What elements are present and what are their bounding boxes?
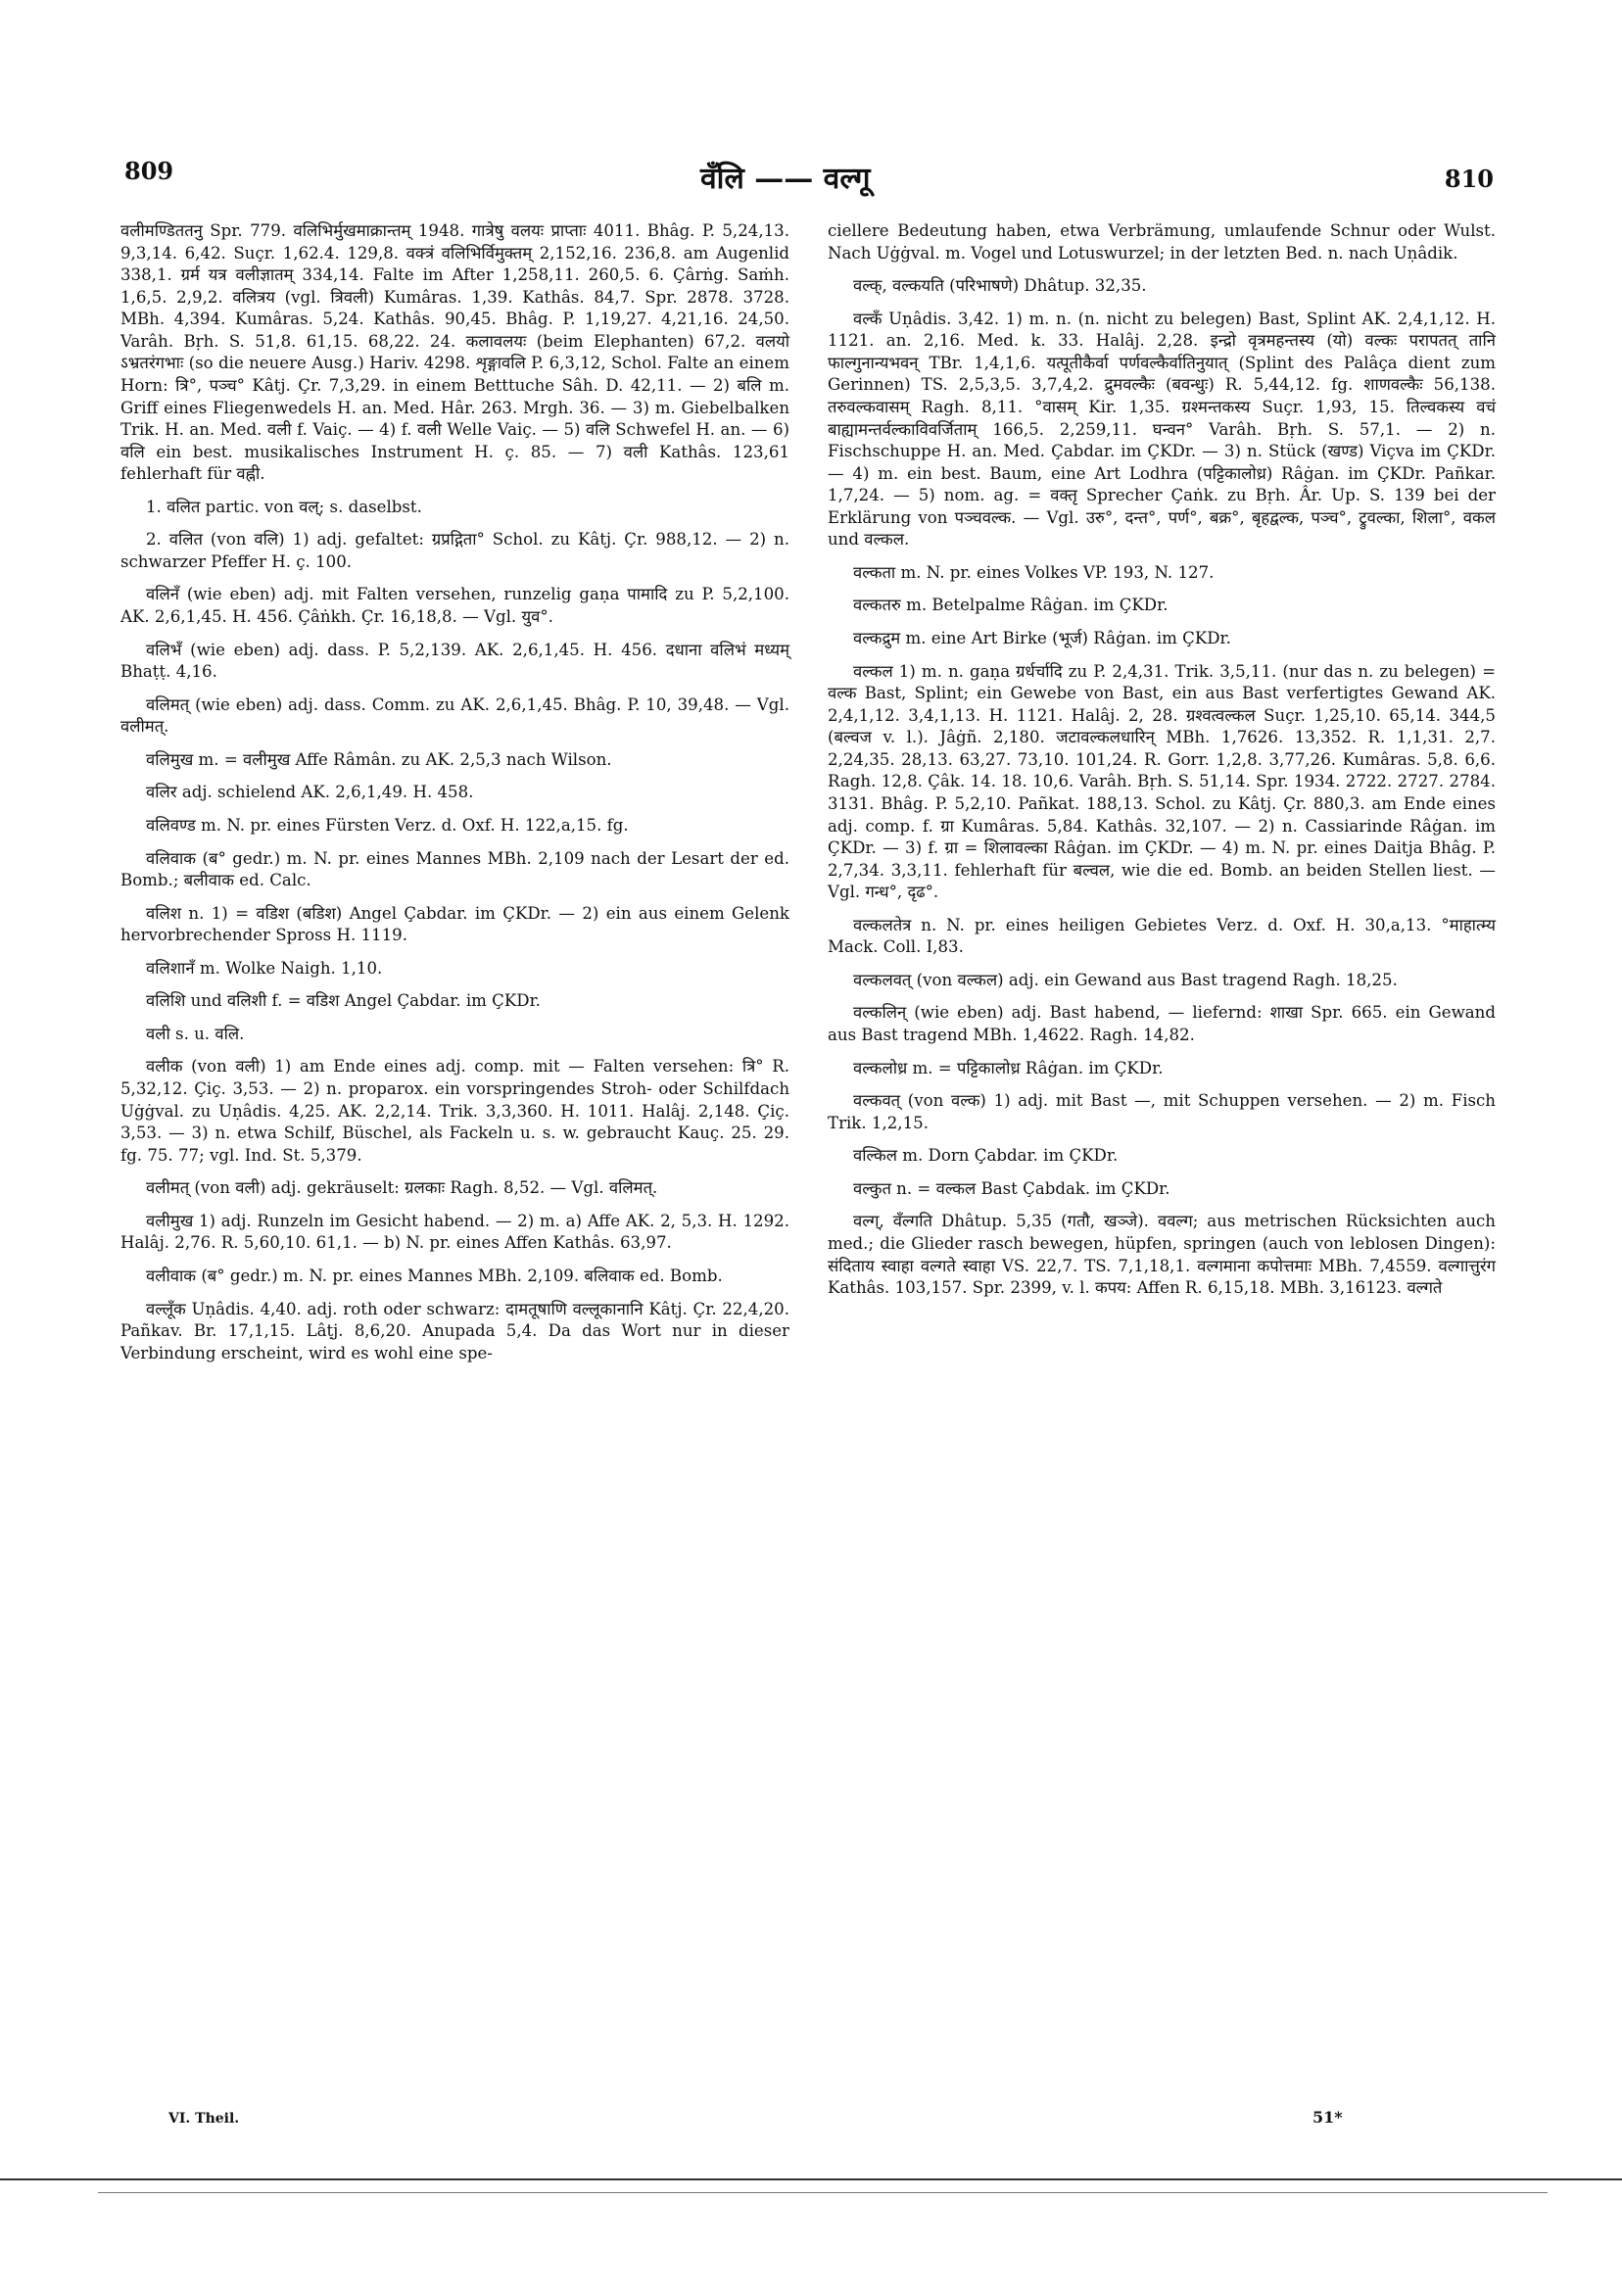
running-head: वँलि —— वल्गू [700,162,871,196]
entry: वलीमण्डिततनु Spr. 779. वलिभिर्मुखमाक्रान्तम् 1948. गात्रेषु वलयः प्राप्ताः 4011. Bhâg. P. 5,24,13. 9,3,14. 6,42. Suçr. 1,62.4. 129,8. वक्त्रं वलिभिर्विमुक्तम् 2,152,16. 236,8. am Augenlid 338,1. ग्रर्म यत्र वलीज्ञातम् 334,14. Falte im After 1,258,11. 260,5. 6. Çârṅg. Saṁh. 1,6,5. 2,9,2. वलित्रय (vgl. त्रिवली) Kumâras. 1,39. Kathâs. 84,7. Spr. 2878. 3728. MBh. 4,394. Kumâras. 5,24. Kathâs. 90,45. Bhâg. P. 1,19,27. 4,21,16. 24,50. Varâh. Bṛh. S. 51,8. 61,15. 68,22. 24. कलावलयः (beim Elephanten) 67,2. वलयो ऽभ्रतरंगभाः (so die neuere Ausg.) Hariv. 4298. शृङ्गावलि P. 6,3,12, Schol. Falte an einem Horn: त्रि°, पञ्च° Kâtj. Çr. 7,3,29. in einem Betttuche Sâh. D. 42,11. — 2) बलि m. Griff eines Fliegenwedels H. an. Med. Hâr. 263. Mrgh. 36. — 3) m. Giebelbalken Trik. H. an. Med. वली f. Vaiç. — 4) f. वली Welle Vaiç. — 5) वलि Schwefel H. an. — 6) वलि ein best. musikalisches Instrument H. ç. 85. — 7) वली Kathâs. 123,61 fehlerhaft für वह्नी. [120,221,789,484]
entry: वलिमुख m. = वलीमुख Affe Râmân. zu AK. 2,5,3 nach Wilson. [146,749,612,769]
entry: वलिवाक (ब° gedr.) m. N. pr. eines Mannes MBh. 2,109 nach der Lesart der ed. Bomb.; बलीवाक ed. Calc. [120,848,789,890]
entry: 2. वलित (von वलि) 1) adj. gefaltet: ग्रप्रद्गिता° Schol. zu Kâtj. Çr. 988,12. — 2) n. schwarzer Pfeffer H. ç. 100. [120,530,789,571]
entry: वल्कल 1) m. n. gaṇa ग्रर्धर्चादि zu P. 2,4,31. Trik. 3,5,11. (nur das n. zu belegen) = वल्क Bast, Splint; ein Gewebe von Bast, ein aus Bast verfertigtes Gewand AK. 2,4,1,12. 3,4,1,13. H. 1121. Halâj. 2, 28. ग्रश्वत्वल्कल Suçr. 1,25,10. 65,14. 344,5 (बल्वज v. l.). Jâġñ. 2,180. जटावल्कलधारिन् MBh. 1,7626. 13,352. R. 1,1,31. 2,7. 2,24,35. 28,13. 63,27. 73,10. 101,24. R. Gorr. 1,2,8. 3,77,26. Kumâras. 5,8. 6,6. Ragh. 12,8. Çâk. 14. 18. 10,6. Varâh. Bṛh. S. 51,14. Spr. 1934. 2722. 2727. 2784. 3131. Bhâg. P. 5,2,10. Pañkat. 188,13. Schol. zu Kâtj. Çr. 880,3. am Ende eines adj. comp. f. ग्रा Kumâras. 5,84. Kathâs. 32,107. — 2) n. Cassiarinde Râġan. im ÇKDr. — 3) f. ग्रा = शिलावल्का Râġan. im ÇKDr. — 4) m. N. pr. eines Daitja Bhâg. P. 2,7,34. 3,3,11. fehlerhaft für बल्वल, wie die ed. Bomb. an beiden Stellen liest. — Vgl. गन्ध°, दृढ°. [828,661,1496,902]
entry: वल्कँ Uṇâdis. 3,42. 1) m. n. (n. nicht zu belegen) Bast, Splint AK. 2,4,1,12. H. 1121. an. 2,16. Med. k. 33. Halâj. 2,28. इन्द्रो वृत्रमहन्तस्य (यो) वल्कः परापतत् तानि फाल्गुनान्यभवन् TBr. 1,4,1,6. यत्पूतीकैर्वा पर्णवल्कैर्वातिनुयात् (Splint des Palâça dient zum Gerinnen) TS. 2,5,3,5. 3,7,4,2. द्रुमवल्कैः (बवन्धुः) R. 5,44,12. fg. शाणवल्कैः 56,138. तरुवल्कवासम् Ragh. 8,11. °वासम् Kir. 1,35. ग्रश्मन्तकस्य Suçr. 1,93, 15. तिल्वकस्य वचं बाह्यामन्तर्वल्काविवर्जिताम् 166,5. 2,259,11. घन्वन° Varâh. Bṛh. S. 57,1. — 2) n. Fischschuppe H. an. Med. Çabdar. im ÇKDr. — 3) n. Stück (खण्ड) Viçva im ÇKDr. — 4) m. ein best. Baum, eine Art Lodhra (पट्टिकालोध्र) Râġan. im ÇKDr. Pañkar. 1,7,24. — 5) nom. ag. = वक्तृ Sprecher Çaṅk. zu Bṛh. Âr. Up. S. 139 bei der Erklärung von पञ्चवल्क. — Vgl. उरु°, दन्त°, पर्ण°, बक्र°, बृहद्वल्क, पञ्च°, ट्रुवल्का, शिला°, वकल und वल्कल. [828,309,1496,550]
entry: वल्कतरु m. Betelpalme Râġan. im ÇKDr. [853,596,1169,615]
entry: वल्लूँक Uṇâdis. 4,40. adj. roth oder schwarz: दामतूषाणि वल्लूकानानि Kâtj. Çr. 22,4,20. Pañkav. Br. 17,1,15. Lâṭj. 8,6,20. Anupada 5,4. Da das Wort nur in dieser Verbindung erscheint, wird es wohl eine spe- [120,1299,789,1363]
entry: वल्ग्, वँल्गति Dhâtup. 5,35 (गतौ, खञ्जे). ववल्ग; aus metrischen Rücksichten auch med.; die Glieder rasch bewegen, hüpfen, springen (auch von leblosen Dingen): संदिताय स्वाहा वल्गते स्वाहा VS. 22,7. TS. 7,1,18,1. वल्गमाना कपोत्तमाः MBh. 7,4559. वल्गात्तुरंग Kathâs. 103,157. Spr. 2399, v. l. कपय: Affen R. 6,15,18. MBh. 3,16123. वल्गते [828,1212,1496,1298]
entry: 1. वलित partic. von वल्; s. daselbst. [146,497,422,516]
entry: वलीमुख 1) adj. Runzeln im Gesicht habend. — 2) m. a) Affe AK. 2, 5,3. H. 1292. Halâj. 2,76. R. 5,60,10. 61,1. — b) N. pr. eines Affen Kathâs. 63,97. [120,1211,789,1253]
entry: वलिनँ (wie eben) adj. mit Falten versehen, runzelig gaṇa पामादि zu P. 5,2,100. AK. 2,6,1,45. H. 456. Çâṅkh. Çr. 16,18,8. — Vgl. युव°. [120,585,789,626]
entry: वलीमत् (von वली) adj. gekräuselt: ग्रलकाः Ragh. 8,52. — Vgl. वलिमत्. [146,1178,658,1198]
entry: वल्कता m. N. pr. eines Volkes VP. 193, N. 127. [853,562,1215,582]
volume-label: VI. Theil. [168,2111,240,2127]
page-number-left: 809 [124,157,174,185]
entry: वलिवण्ड m. N. pr. eines Fürsten Verz. d. Oxf. H. 122,a,15. fg. [146,815,629,835]
entry: वलिशि und वलिशी f. = वडिश Angel Çabdar. im ÇKDr. [146,991,541,1011]
signature-mark: 51* [1312,2108,1343,2127]
bottom-rule-secondary [98,2192,1548,2193]
entry: वल्कलोध्र m. = पट्टिकालोध्र Râġan. im ÇKDr. [853,1058,1164,1077]
entry: वल्कलवत् (von वल्कल) adj. ein Gewand aus Bast tragend Ragh. 18,25. [853,970,1398,989]
entry: वलिमत् (wie eben) adj. dass. Comm. zu AK. 2,6,1,45. Bhâg. P. 10, 39,48. — Vgl. वलीमत्. [120,694,789,737]
bottom-rule [0,2178,1622,2180]
page-number-right: 810 [1444,165,1494,193]
entry: वली s. u. वलि. [146,1024,245,1043]
entry: वलिशानँ m. Wolke Naigh. 1,10. [146,958,383,978]
entry: वल्कद्रुम m. eine Art Birke (भूर्ज) Râġan. im ÇKDr. [853,629,1231,647]
entry: वल्कवत् (von वल्क) 1) adj. mit Bast —, mit Schuppen versehen. — 2) m. Fisch Trik. 1,2,15. [828,1091,1496,1132]
right-column [828,220,1496,1311]
entry: वलीवाक (ब° gedr.) m. N. pr. eines Mannes MBh. 2,109. बलिवाक ed. Bomb. [146,1266,723,1285]
entry: वलिश n. 1) = वडिश (बडिश) Angel Çabdar. im ÇKDr. — 2) ein aus einem Gelenk hervorbrechender Spross H. 1119. [120,903,789,945]
entry: वलिभँ (wie eben) adj. dass. P. 5,2,139. AK. 2,6,1,45. H. 456. दधाना वलिभं मध्यम् Bhaṭṭ. 4,16. [120,640,789,682]
entry: वलीक (von वली) 1) am Ende eines adj. comp. mit — Falten versehen: त्रि° R. 5,32,12. Çiç. 3,53. — 2) n. proparox. ein vorspringendes Stroh- oder Schilfdach Uġġval. zu Uṇâdis. 4,25. AK. 2,2,14. Trik. 3,3,360. H. 1011. Halâj. 2,148. Çiç. 3,53. — 3) n. etwa Schilf, Büschel, als Fackeln u. s. w. gebraucht Kauç. 25. 29. fg. 75. 77; vgl. Ind. St. 5,379. [120,1057,789,1165]
entry: वलिर adj. schielend AK. 2,6,1,49. H. 458. [146,783,474,802]
entry: ciellere Bedeutung haben, etwa Verbrämung, umlaufende Schnur oder Wulst. Nach Uġġval. m. Vogel und Lotuswurzel; in der letzten Bed. n. nach Uṇâdik. [828,221,1496,263]
entry: वल्कलतेत्र n. N. pr. eines heiligen Gebietes Verz. d. Oxf. H. 30,a,13. °माहात्म्य Mack. Coll. I,83. [828,915,1496,957]
entry: वल्किल m. Dorn Çabdar. im ÇKDr. [853,1146,1119,1166]
page-header [122,157,1494,206]
entry: वल्कुत n. = वल्कल Bast Çabdak. im ÇKDr. [853,1178,1170,1198]
entry: वल्कलिन् (wie eben) adj. Bast habend, — liefernd: शाखा Spr. 665. ein Gewand aus Bast tragend MBh. 1,4622. Ragh. 14,82. [828,1003,1496,1044]
left-column [120,220,789,1375]
entry: वल्क्, वल्कयति (परिभाषणे) Dhâtup. 32,35. [853,276,1147,296]
